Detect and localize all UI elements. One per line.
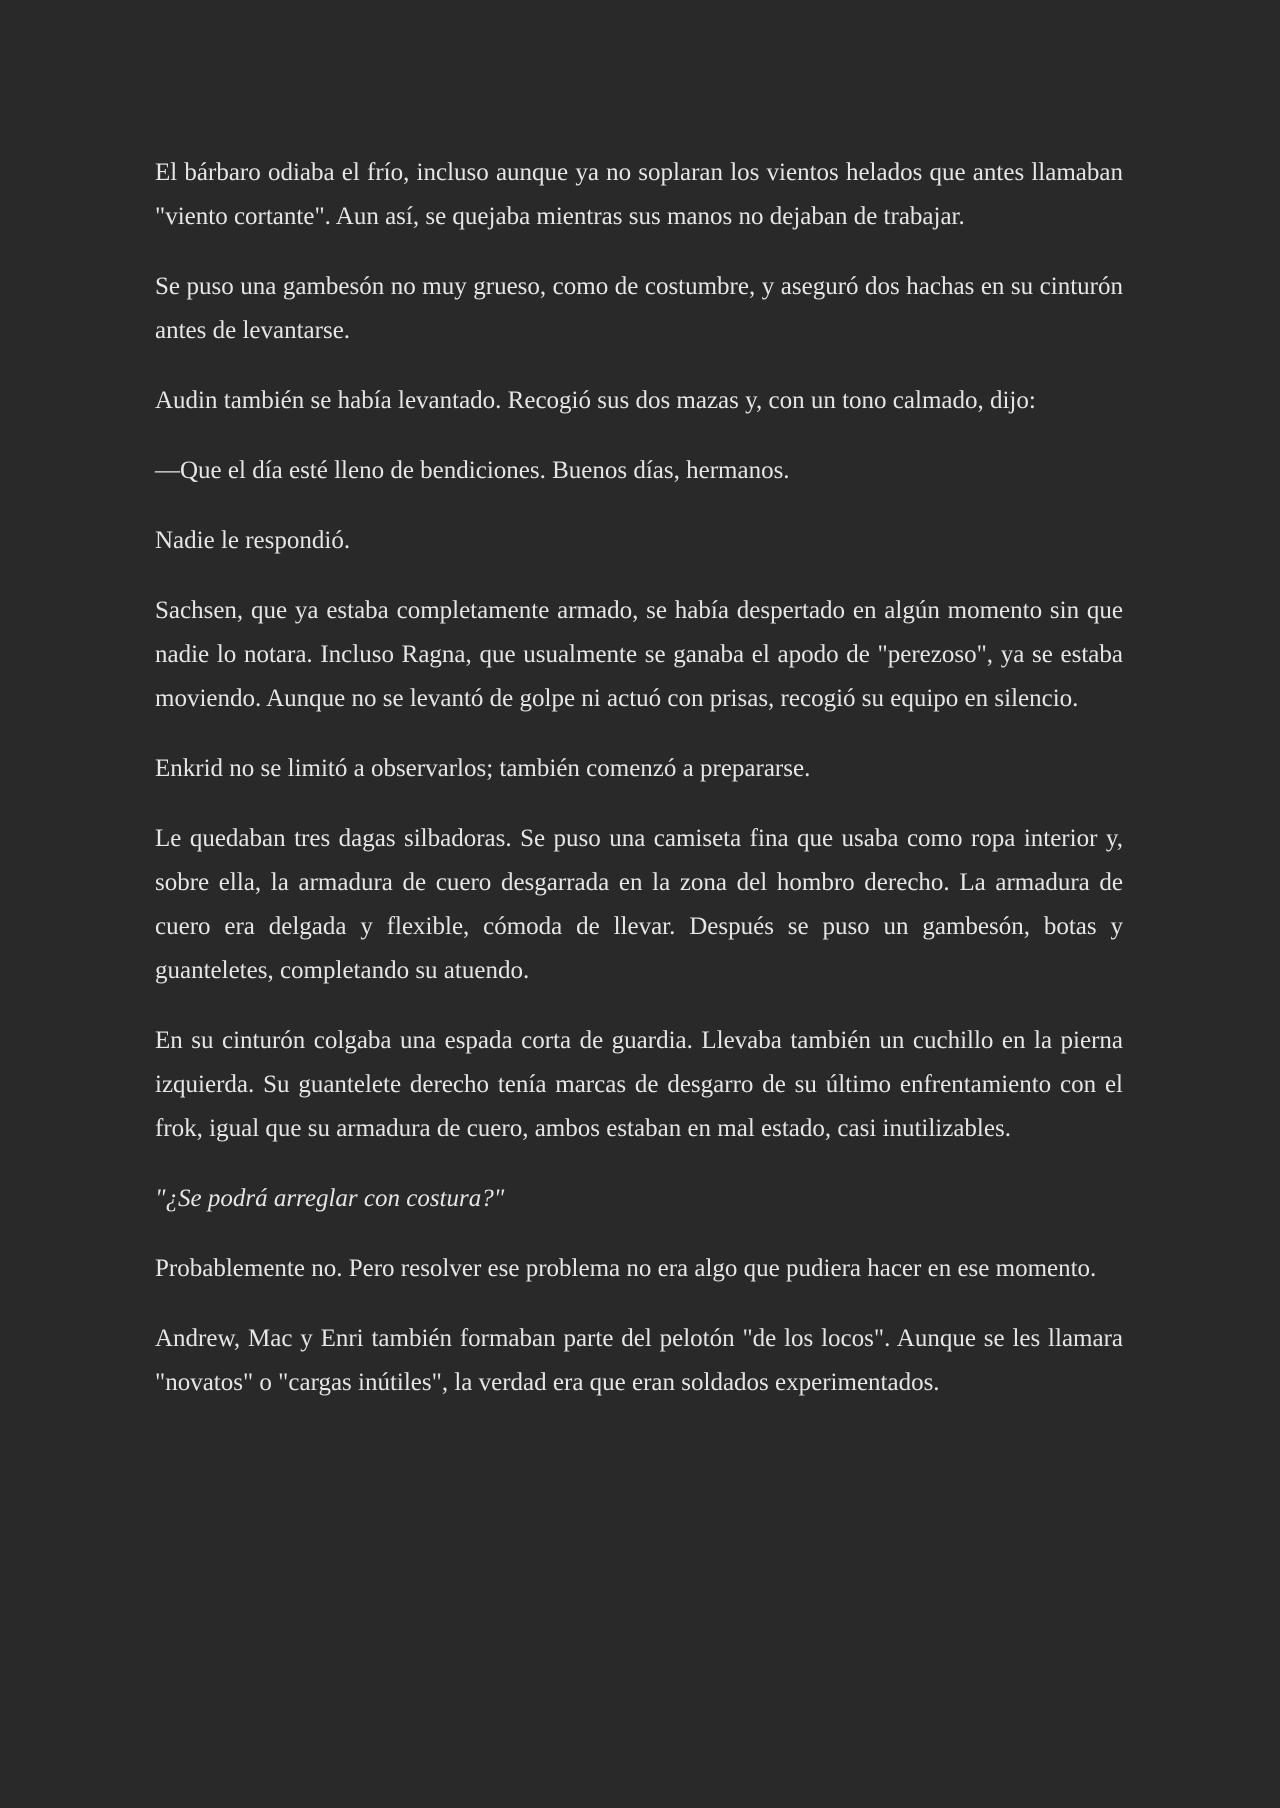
paragraph-6: Sachsen, que ya estaba completamente armado, se había despertado en algún momento sin que nadie lo notara. Incluso Ragna, que usualmente se ganaba el apodo de "perezoso", ya se estaba moviendo. Aunque no se levantó de golpe ni actuó con prisas, recogió su equipo en silencio.: [155, 597, 1123, 712]
paragraph-1: El bárbaro odiaba el frío, incluso aunque ya no soplaran los vientos helados que antes llamaban "viento cortante". Aun así, se quejaba mientras sus manos no dejaban de trabajar.: [155, 159, 1123, 230]
paragraph-12: Andrew, Mac y Enri también formaban parte del pelotón "de los locos". Aunque se les llamara "novatos" o "cargas inútiles", la verdad era que eran soldados experimentados.: [155, 1325, 1123, 1396]
paragraph-10-thought: "¿Se podrá arreglar con costura?": [155, 1185, 505, 1212]
paragraph-7: Enkrid no se limitó a observarlos; también comenzó a prepararse.: [155, 755, 811, 782]
reading-page: [155, 151, 1123, 1431]
paragraph-3: Audin también se había levantado. Recogió sus dos mazas y, con un tono calmado, dijo:: [155, 387, 1036, 414]
paragraph-2: Se puso una gambesón no muy grueso, como de costumbre, y aseguró dos hachas en su cinturón antes de levantarse.: [155, 273, 1123, 344]
paragraph-9: En su cinturón colgaba una espada corta de guardia. Llevaba también un cuchillo en la pierna izquierda. Su guantelete derecho tenía marcas de desgarro de su último enfrentamiento con el frok, igual que su armadura de cuero, ambos estaban en mal estado, casi inutilizables.: [155, 1027, 1123, 1142]
paragraph-4-dialogue: —Que el día esté lleno de bendiciones. Buenos días, hermanos.: [155, 457, 790, 484]
paragraph-11: Probablemente no. Pero resolver ese problema no era algo que pudiera hacer en ese momento.: [155, 1255, 1097, 1282]
paragraph-8: Le quedaban tres dagas silbadoras. Se puso una camiseta fina que usaba como ropa interior y, sobre ella, la armadura de cuero desgarrada en la zona del hombro derecho. La armadura de cuero era delgada y flexible, cómoda de llevar. Después se puso un gambesón, botas y guanteletes, completando su atuendo.: [155, 825, 1123, 984]
paragraph-5: Nadie le respondió.: [155, 527, 351, 554]
